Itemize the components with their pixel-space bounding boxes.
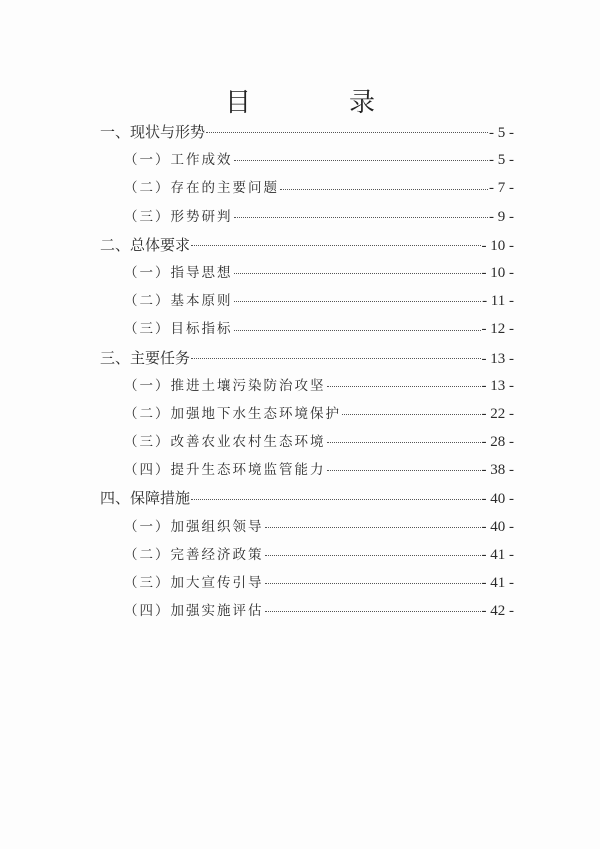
toc-entry[interactable] bbox=[100, 146, 514, 174]
toc-entry[interactable] bbox=[100, 287, 514, 315]
toc-entry-label: （三）加大宣传引导 bbox=[124, 575, 264, 591]
toc-page-number: - 41 - bbox=[481, 575, 514, 591]
toc-entry[interactable] bbox=[100, 456, 514, 484]
toc-entry-label: 三、主要任务 bbox=[100, 348, 191, 367]
toc-page-number: - 11 - bbox=[482, 293, 514, 310]
toc-page-number: - 42 - bbox=[481, 603, 514, 620]
toc-entry[interactable] bbox=[100, 597, 514, 625]
dot-leader bbox=[191, 499, 480, 500]
dot-leader bbox=[265, 583, 481, 584]
toc-entry[interactable] bbox=[100, 513, 514, 541]
toc-entry[interactable] bbox=[100, 203, 514, 231]
dot-leader bbox=[280, 189, 488, 190]
toc-entry-label: （一）加强组织领导 bbox=[124, 518, 264, 535]
dot-leader bbox=[191, 358, 480, 359]
toc-entry-label: （四）加强实施评估 bbox=[124, 603, 264, 620]
dot-leader bbox=[206, 132, 488, 133]
toc-page-number: - 28 - bbox=[481, 434, 514, 451]
toc-page-number: - 13 - bbox=[481, 350, 514, 367]
dot-leader bbox=[265, 527, 481, 528]
toc-entry-label: （一）指导思想 bbox=[124, 264, 233, 281]
dot-leader bbox=[342, 414, 481, 415]
toc-entry-label: 一、现状与形势 bbox=[100, 123, 206, 141]
toc-entry-label: 二、总体要求 bbox=[100, 235, 191, 254]
toc-entry-label: （四）提升生态环境监管能力 bbox=[124, 462, 326, 479]
dot-leader bbox=[234, 301, 482, 302]
dot-leader bbox=[234, 217, 489, 218]
toc-entry[interactable] bbox=[100, 372, 514, 400]
toc-entry-label: （二）基本原则 bbox=[124, 293, 233, 310]
toc-page-number: - 40 - bbox=[481, 491, 514, 508]
toc-entry[interactable] bbox=[100, 400, 514, 428]
toc-entry-label: 四、保障措施 bbox=[100, 489, 191, 508]
dot-leader bbox=[234, 160, 489, 161]
toc-entry[interactable] bbox=[100, 231, 514, 259]
dot-leader bbox=[327, 386, 481, 387]
toc-entry[interactable] bbox=[100, 428, 514, 456]
toc-page-number: - 9 - bbox=[489, 208, 514, 225]
dot-leader bbox=[234, 273, 481, 274]
toc-entry[interactable] bbox=[100, 344, 514, 372]
toc-entry[interactable] bbox=[100, 484, 514, 512]
toc-entry[interactable] bbox=[100, 541, 514, 569]
dot-leader bbox=[265, 611, 481, 612]
toc-page-number: - 10 - bbox=[481, 237, 514, 254]
toc-entry-label: （三）改善农业农村生态环境 bbox=[124, 434, 326, 451]
toc-entry-label: （一）推进土壤污染防治攻坚 bbox=[124, 377, 326, 394]
dot-leader bbox=[265, 555, 481, 556]
table-of-contents bbox=[100, 118, 514, 625]
toc-page-number: - 13 - bbox=[481, 377, 514, 394]
toc-page-number: - 7 - bbox=[489, 180, 514, 197]
toc-page-number: - 5 - bbox=[489, 125, 514, 141]
toc-page-number: - 12 - bbox=[481, 321, 514, 338]
toc-page-number: - 41 - bbox=[481, 546, 514, 563]
toc-entry[interactable] bbox=[100, 118, 514, 146]
dot-leader bbox=[327, 442, 481, 443]
toc-page-number: - 10 - bbox=[481, 264, 514, 281]
toc-entry-label: （三）形势研判 bbox=[124, 208, 233, 225]
toc-page-number: - 38 - bbox=[481, 462, 514, 479]
toc-entry-label: （二）存在的主要问题 bbox=[124, 180, 279, 197]
toc-page-number: - 22 - bbox=[481, 405, 514, 422]
page-title: 目 录 bbox=[224, 88, 411, 118]
toc-entry[interactable] bbox=[100, 569, 514, 597]
dot-leader bbox=[234, 330, 481, 331]
toc-entry-label: （二）加强地下水生态环境保护 bbox=[124, 405, 341, 422]
toc-entry[interactable] bbox=[100, 259, 514, 287]
dot-leader bbox=[191, 245, 480, 246]
toc-entry-label: （三）目标指标 bbox=[124, 321, 233, 338]
toc-entry[interactable] bbox=[100, 174, 514, 202]
toc-entry[interactable] bbox=[100, 315, 514, 343]
toc-page-number: - 40 - bbox=[481, 518, 514, 535]
toc-entry-label: （一）工作成效 bbox=[124, 152, 233, 169]
toc-entry-label: （二）完善经济政策 bbox=[124, 546, 264, 563]
toc-page-number: - 5 - bbox=[489, 152, 514, 169]
dot-leader bbox=[327, 470, 481, 471]
